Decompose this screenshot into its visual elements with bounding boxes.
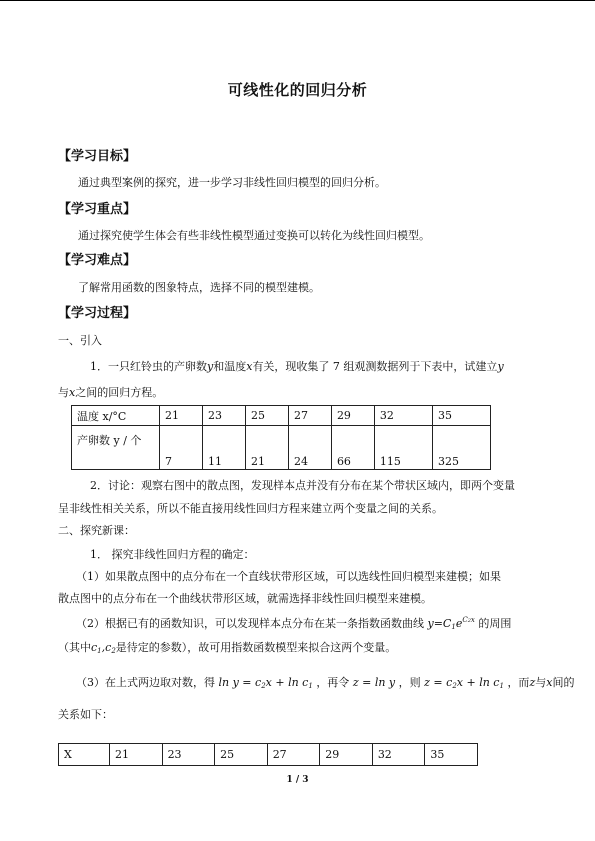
formula-log: $\ln y = c_2x + \ln c_1$ (218, 676, 313, 690)
table-cell: 325 (432, 426, 490, 470)
table-cell: 23 (202, 406, 245, 426)
explore-label: 二、探究新课： (58, 524, 135, 537)
formula-params: $c_1,c_2$ (91, 641, 116, 655)
goal-heading: 【学习目标】 (58, 149, 137, 164)
table-cell: 21 (110, 744, 163, 766)
table-row-temperature (72, 406, 491, 426)
process-heading: 【学习过程】 (58, 306, 137, 321)
paragraph-1-line-2: 散点图中的点分布在一个曲线状带形区域，就需选择非线性回归模型来建模。 (58, 592, 432, 605)
table-cell: 115 (374, 426, 432, 470)
table-cell-label: 产卵数 y / 个 (72, 426, 160, 470)
goal-text: 通过典型案例的探究，进一步学习非线性回归模型的回归分析。 (78, 176, 386, 189)
table-cell: 66 (331, 426, 374, 470)
table-cell: 29 (331, 406, 374, 426)
question-1-line-1: 1．一只红铃虫的产卵数y和温度x有关，现收集了 7 组观测数据列于下表中，试建立y (90, 360, 504, 373)
paragraph-2-line-2: （其中$c_1,c_2$是待定的参数），故可用指数函数模型来拟合这两个变量。 (58, 641, 397, 655)
table-cell: 35 (425, 744, 478, 766)
table-cell: 35 (432, 406, 490, 426)
table-row-x (59, 744, 478, 766)
question-1-line-2: 与x之间的回归方程。 (58, 386, 164, 399)
discussion-line-1: 2．讨论：观察右图中的散点图，发现样本点并没有分布在某个带状区域内，即两个变量 (90, 479, 515, 492)
table-row-eggs (72, 426, 491, 470)
key-heading: 【学习重点】 (58, 202, 137, 217)
formula-exponential: $y=C_1e^{C2x}$ (427, 616, 475, 631)
page-title: 可线性化的回归分析 (227, 81, 368, 99)
table-cell: 25 (245, 406, 288, 426)
table-cell: 27 (288, 406, 331, 426)
paragraph-3-line-2: 关系如下： (58, 708, 113, 721)
table-cell: 23 (162, 744, 215, 766)
difficulty-heading: 【学习难点】 (58, 253, 137, 268)
data-table-2 (58, 743, 478, 766)
table-cell: 27 (267, 744, 320, 766)
table-cell: 21 (160, 406, 203, 426)
explore-step-1: 1． 探究非线性回归方程的确定： (90, 548, 255, 561)
table-cell: 11 (202, 426, 245, 470)
table-cell: 29 (320, 744, 373, 766)
top-rule (0, 0, 595, 1)
table-cell-label: 温度 x/°C (72, 406, 160, 426)
table-cell-label: X (59, 744, 110, 766)
table-cell: 25 (215, 744, 268, 766)
formula-substitution: z = ln y (352, 676, 396, 689)
data-table-1 (71, 405, 491, 470)
paragraph-3-line-1: （3）在上式两边取对数，得 $\ln y = c_2x + \ln c_1$ ，再令 z = ln y ，则 $z = c_2x + \ln c_1$ ，而z与x间的 (76, 676, 575, 690)
formula-linear: $z = c_2x + \ln c_1$ (424, 676, 504, 690)
paragraph-1-line-1: （1）如果散点图中的点分布在一个直线状带形区域，可以选线性回归模型来建模；如果 (76, 570, 501, 583)
table-cell: 7 (160, 426, 203, 470)
table-cell: 21 (245, 426, 288, 470)
paragraph-2-line-1: （2）根据已有的函数知识，可以发现样本点分布在某一条指数函数曲线 $y=C_1e^{C2x}$ 的周围 (76, 616, 512, 631)
key-text: 通过探究使学生体会有些非线性模型通过变换可以转化为线性回归模型。 (78, 229, 430, 242)
table-cell: 32 (372, 744, 425, 766)
intro-label: 一、引入 (58, 334, 102, 347)
page-number: 1 / 3 (286, 775, 309, 785)
table-cell: 24 (288, 426, 331, 470)
table-cell: 32 (374, 406, 432, 426)
discussion-line-2: 呈非线性相关关系，所以不能直接用线性回归方程来建立两个变量之间的关系。 (58, 502, 443, 515)
difficulty-text: 了解常用函数的图象特点，选择不同的模型建模。 (78, 281, 320, 294)
